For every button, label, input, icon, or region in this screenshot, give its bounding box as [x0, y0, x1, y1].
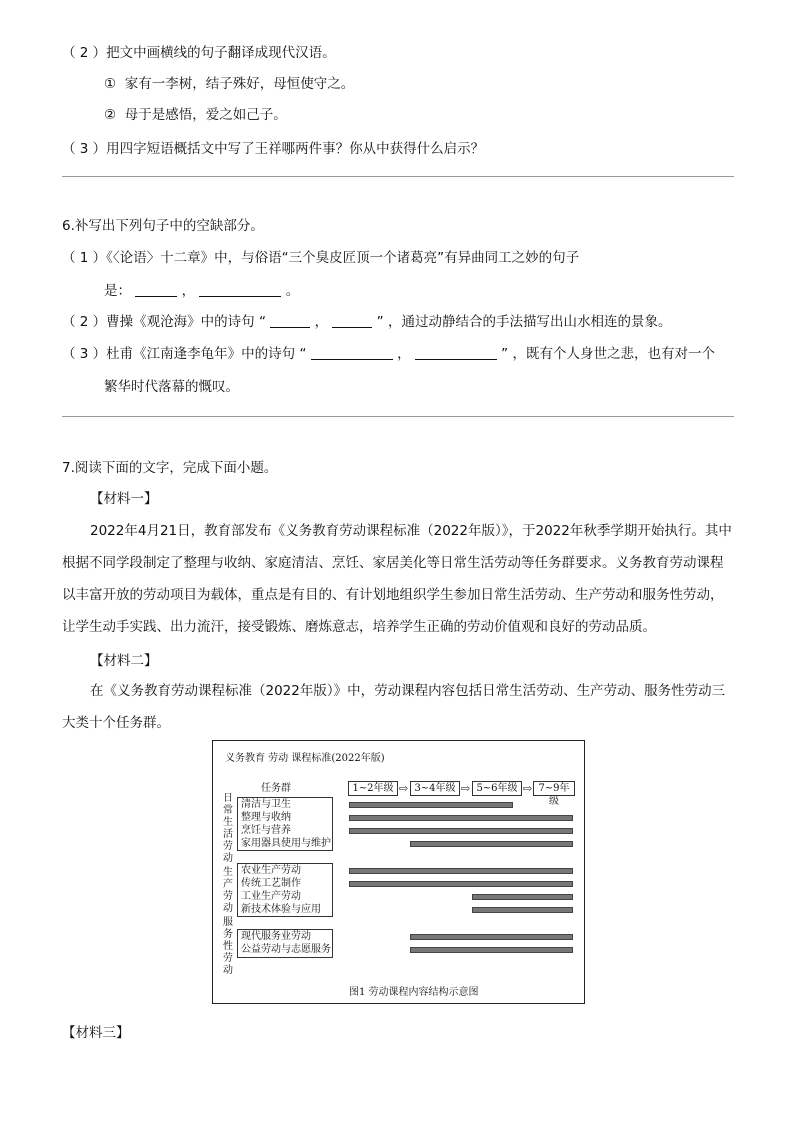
q6-sub1-cont	[104, 282, 299, 300]
q6-sub1-comma: ，	[181, 283, 196, 299]
q7-title: 7.阅读下面的文字，完成下面小题。	[62, 460, 278, 476]
grade-span-bar	[472, 894, 573, 900]
grade-span-bar	[410, 947, 573, 953]
task-label: 传统工艺制作	[241, 878, 301, 889]
q5-item2-marker: ②	[104, 107, 117, 123]
grade-3-4: 3~4年级	[410, 781, 460, 796]
task-label: 烹饪与营养	[241, 825, 291, 836]
material-3-label: 【材料三】	[62, 1025, 130, 1041]
q6-sub3	[62, 345, 715, 363]
material-1-label: 【材料一】	[90, 491, 158, 507]
grade-5-6: 5~6年级	[472, 781, 522, 796]
q6-sub3-blank-2[interactable]	[415, 346, 497, 360]
task-label: 新技术体验与应用	[241, 904, 321, 915]
category-daily-life: 日常生活劳动	[223, 793, 233, 864]
material-2-label: 【材料二】	[90, 653, 158, 669]
q6-sub1-blank-1[interactable]	[135, 283, 177, 297]
arrow-right-icon: ⇨	[523, 782, 533, 795]
material-2-text: 在《义务教育劳动课程标准（2022年版）》中，劳动课程内容包括日常生活劳动、生产劳动、服务性劳动三大类十个任务群。	[62, 683, 726, 731]
figure-caption: 图1 劳动课程内容结构示意图	[349, 987, 479, 998]
grade-span-bar	[349, 828, 573, 834]
q6-sub1-end: 。	[285, 283, 300, 299]
grade-7-9: 7~9年级	[533, 781, 575, 796]
q6-sub2-prefix: （ 2 ）曹操《观沧海》中的诗句 “	[62, 314, 266, 330]
q6-sub2-blank-2[interactable]	[332, 314, 372, 328]
q5-item1	[104, 75, 354, 93]
task-label: 公益劳动与志愿服务	[241, 944, 331, 955]
task-group-label: 任务群	[261, 783, 291, 794]
grade-span-bar	[349, 802, 513, 808]
material-1-text: 2022年4月21日，教育部发布《义务教育劳动课程标准（2022年版）》，于2022年秋季学期开始执行。其中根据不同学段制定了整理与收纳、家庭清洁、烹饪、家居美化等日常生活劳动等任务群要求。义务教育劳动课程以丰富开放的劳动项目为载体，重点是有目的、有计划地组织学生参加日常生活劳动、生产劳动和服务性劳动，让学生动手实践、出力流汗，接受锻炼、磨炼意志，培养学生正确的劳动价值观和良好的劳动品质。	[62, 523, 732, 635]
q6-title: 6.补写出下列句子中的空缺部分。	[62, 218, 264, 234]
grade-span-bar	[349, 868, 573, 874]
q5-item1-text: 家有一李树，结子殊好，母恒使守之。	[124, 76, 355, 92]
task-label: 农业生产劳动	[241, 865, 301, 876]
arrow-right-icon: ⇨	[399, 782, 409, 795]
q6-sub1-prefix: 是：	[104, 283, 131, 299]
divider-2	[62, 416, 734, 417]
task-label: 现代服务业劳动	[241, 931, 311, 942]
category-service: 服务性劳动	[223, 917, 233, 976]
grade-span-bar	[410, 934, 573, 940]
q6-sub3-cont: 繁华时代落幕的慨叹。	[104, 379, 239, 395]
q6-sub2-suffix: ” ，通过动静结合的手法描写出山水相连的景象。	[376, 314, 672, 330]
q5-item2-text: 母于是感悟，爱之如己子。	[124, 107, 287, 123]
task-label: 整理与收纳	[241, 812, 291, 823]
grade-span-bar	[472, 907, 573, 913]
q5-item2	[104, 106, 287, 124]
grade-span-bar	[349, 881, 573, 887]
q6-sub3-blank-1[interactable]	[311, 346, 393, 360]
q5-sub2: （ 2 ）把文中画横线的句子翻译成现代汉语。	[62, 45, 336, 61]
divider-1	[62, 176, 734, 177]
q6-sub3-suffix: ” ，既有个人身世之悲，也有对一个	[501, 346, 715, 362]
q5-sub3: （ 3 ）用四字短语概括文中写了王祥哪两件事？你从中获得什么启示？	[62, 141, 485, 157]
q6-sub3-prefix: （ 3 ）杜甫《江南逢李龟年》中的诗句 “	[62, 346, 307, 362]
q6-sub2-blank-1[interactable]	[270, 314, 310, 328]
q6-sub2	[62, 313, 671, 331]
figure-header: 义务教育 劳动 课程标准(2022年版)	[225, 753, 385, 764]
task-label: 工业生产劳动	[241, 891, 301, 902]
q6-sub2-comma: ，	[314, 314, 329, 330]
task-label: 家用器具使用与维护	[241, 838, 331, 849]
grade-1-2: 1~2年级	[348, 781, 398, 796]
q5-item1-marker: ①	[104, 76, 117, 92]
task-label: 清洁与卫生	[241, 799, 291, 810]
q6-sub1: （ 1 ）《〈论语〉十二章》中，与俗语“三个臭皮匠顶一个诸葛亮”有异曲同工之妙的句子	[62, 250, 580, 266]
q6-sub3-comma: ，	[397, 346, 411, 362]
grade-span-bar	[410, 841, 573, 847]
arrow-right-icon: ⇨	[461, 782, 471, 795]
category-production: 生产劳动	[223, 867, 233, 914]
curriculum-structure-figure	[212, 740, 585, 1004]
q6-sub1-blank-2[interactable]	[199, 283, 281, 297]
grade-span-bar	[349, 815, 573, 821]
